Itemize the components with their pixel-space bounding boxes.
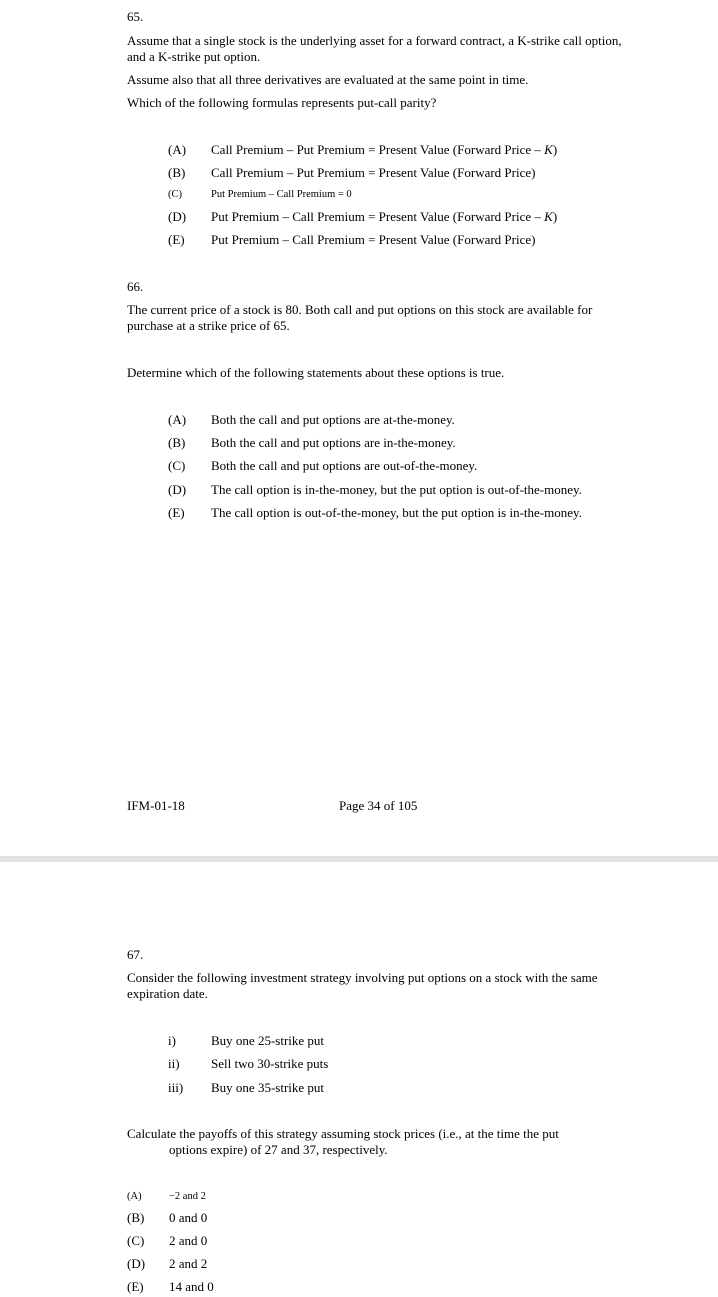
question-66-number: 66. [127, 279, 144, 294]
step-label: ii) [168, 1056, 180, 1071]
question-67-number: 67. [127, 947, 144, 962]
option-label: (A) [168, 142, 187, 157]
option-text: 14 and 0 [169, 1279, 214, 1294]
option-text: 0 and 0 [169, 1210, 208, 1225]
question-65-paragraph-2: Assume also that all three derivatives are evaluated at the same point in time. [127, 72, 529, 87]
question-65-paragraph-3: Which of the following formulas represents put-call parity? [127, 95, 437, 110]
question-65-number: 65. [127, 9, 144, 24]
step-text: Buy one 35-strike put [211, 1080, 325, 1095]
option-label: (C) [168, 458, 186, 473]
option-label: (B) [168, 435, 186, 450]
option-text: Put Premium – Call Premium = Present Value (Forward Price) [211, 232, 536, 247]
question-65-paragraph-1: Assume that a single stock is the underlying asset for a forward contract, a K-strike call option, and a K-strike put option. [127, 33, 622, 64]
option-text: 2 and 0 [169, 1233, 208, 1248]
step-text: Sell two 30-strike puts [211, 1056, 329, 1071]
option-text [211, 209, 557, 225]
step-text: Buy one 25-strike put [211, 1033, 325, 1048]
option-label: (B) [127, 1210, 145, 1225]
variable-k: K [544, 142, 553, 157]
option-text: Put Premium – Call Premium = 0 [211, 189, 352, 200]
option-text-main: Call Premium – Put Premium = Present Value (Forward Price – [211, 142, 545, 157]
option-text-close: ) [552, 209, 558, 224]
page-35 [0, 862, 718, 1297]
footer-page-number: Page 34 of 105 [339, 798, 418, 813]
variable-k: K [544, 209, 553, 224]
question-67-paragraph-1: Consider the following investment strategy involving put options on a stock with the same expiration date. [127, 970, 598, 1001]
step-label: iii) [168, 1080, 184, 1095]
option-text: Both the call and put options are in-the-money. [211, 435, 456, 450]
option-label: (E) [168, 505, 185, 520]
question-66-paragraph-1: The current price of a stock is 80. Both call and put options on this stock are available for purchase at a strike price of 65. [127, 302, 593, 333]
option-label: (C) [168, 189, 182, 200]
option-label: (A) [127, 1191, 142, 1202]
option-text: Call Premium – Put Premium = Present Value (Forward Price) [211, 165, 536, 180]
option-label: (D) [168, 482, 187, 497]
option-label: (D) [127, 1256, 146, 1271]
question-66-paragraph-2: Determine which of the following statements about these options is true. [127, 365, 505, 380]
option-label: (E) [168, 232, 185, 247]
option-label: (D) [168, 209, 187, 224]
option-text-main: Put Premium – Call Premium = Present Value (Forward Price – [211, 209, 545, 224]
option-label: (C) [127, 1233, 145, 1248]
option-label: (E) [127, 1279, 144, 1294]
footer-document-id: IFM-01-18 [127, 798, 185, 813]
option-text-close: ) [552, 142, 558, 157]
question-67-paragraph-2-line-2: options expire) of 27 and 37, respectively. [169, 1142, 388, 1157]
option-text: Both the call and put options are out-of-the-money. [211, 458, 478, 473]
option-label: (A) [168, 412, 187, 427]
step-label: i) [168, 1033, 176, 1048]
option-text: The call option is out-of-the-money, but the put option is in-the-money. [211, 505, 582, 520]
option-text [211, 142, 557, 158]
question-67-paragraph-2-line-1: Calculate the payoffs of this strategy assuming stock prices (i.e., at the time the put [127, 1126, 559, 1141]
option-text: 2 and 2 [169, 1256, 208, 1271]
option-label: (B) [168, 165, 186, 180]
option-text: Both the call and put options are at-the-money. [211, 412, 455, 427]
option-text: −2 and 2 [169, 1191, 206, 1202]
option-text: The call option is in-the-money, but the put option is out-of-the-money. [211, 482, 582, 497]
